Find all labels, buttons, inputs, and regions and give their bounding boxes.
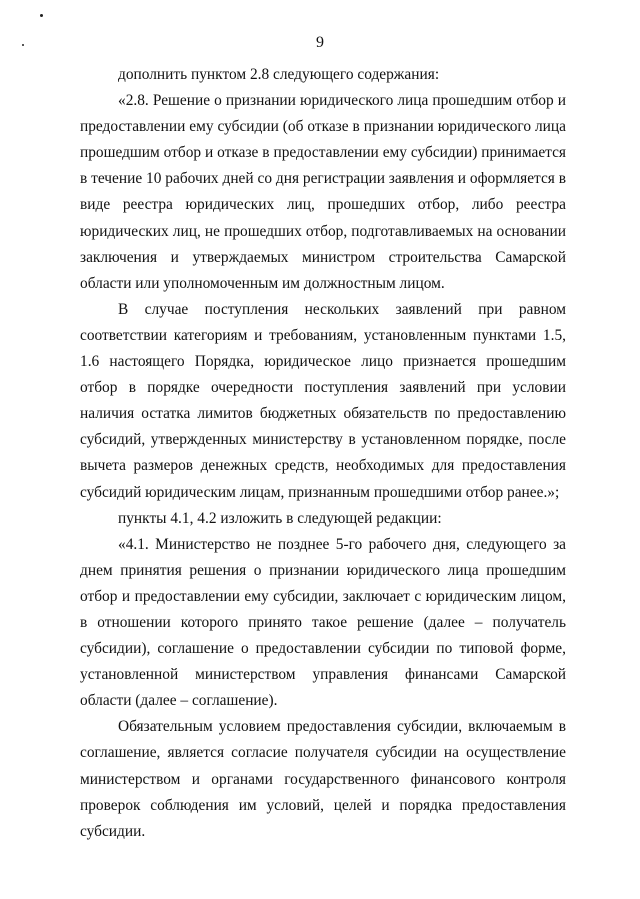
paragraph: дополнить пунктом 2.8 следующего содержания:: [118, 66, 440, 83]
paragraph: пункты 4.1, 4.2 изложить в следующей редакции:: [118, 509, 442, 527]
scan-speck: [40, 14, 43, 17]
paragraph: «2.8. Решение о признании юридического лица прошедшим отбор и предоставлении ему субсидии (об отказе в признании юридического лица прошедшим отбор и отказе в предоставлении ему субсидии) принимается в течение 10 рабочих дней со дня регистрации заявления и оформляется в виде реестра юридических лиц, прошедших отбор, либо реестра юридических лиц, не прошедших отбор, подготавливаемых на основании заключения и утверждаемых министром строительства Самарской области или уполномоченным им должностным лицом.: [80, 92, 566, 292]
paragraph: В случае поступления нескольких заявлений при равном соответствии категориям и требованиям, установленным пунктами 1.5, 1.6 настоящего Порядка, юридическое лицо признается прошедшим отбор в порядке очередности поступления заявлений при условии наличия остатка лимитов бюджетных обязательств по предоставлению субсидий, утвержденных министерству в установленном порядке, после вычета размеров денежных средств, необходимых для предоставления субсидий юридическим лицам, признанным прошедшими отбор ранее.»;: [80, 300, 566, 501]
paragraph: Обязательным условием предоставления субсидии, включаемым в соглашение, является согласие получателя субсидии на осуществление министерством и органами государственного финансового контроля проверок соблюдения им условий, целей и порядка предоставления субсидии.: [80, 718, 566, 840]
page-number: 9: [316, 34, 324, 51]
document-body: [80, 62, 566, 845]
paragraph: «4.1. Министерство не позднее 5-го рабочего дня, следующего за днем принятия решения о признании юридического лица прошедшим отбор и предоставлении ему субсидии, заключает с юридическим лицом, в отношении которого принято такое решение (далее – получатель субсидии), соглашение о предоставлении субсидии по типовой форме, установленной министерством управления финансами Самарской области (далее – соглашение).: [80, 535, 566, 710]
